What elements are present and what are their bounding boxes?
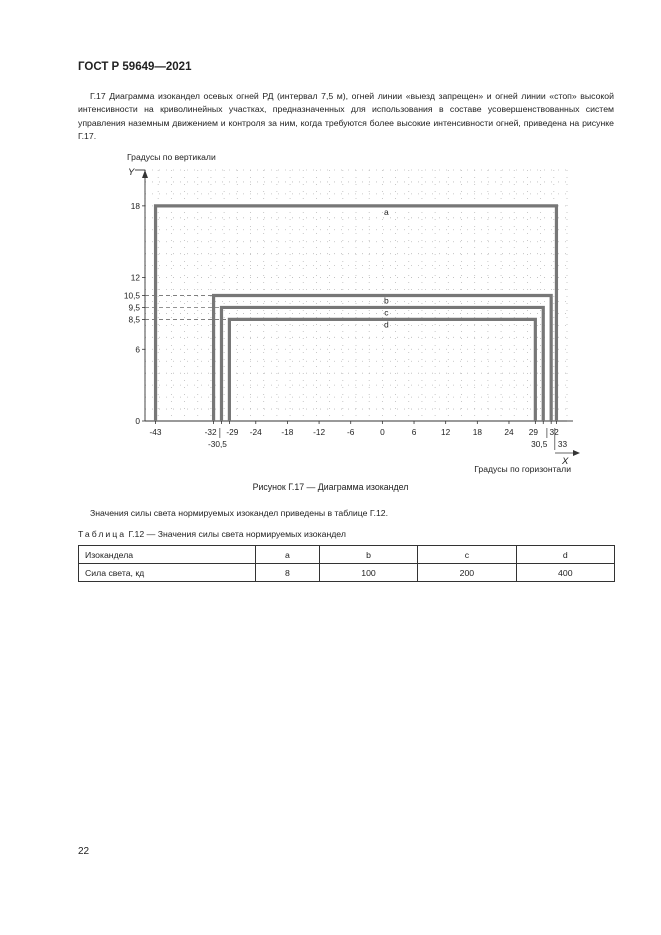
- y-tick-label: 9,5: [128, 302, 140, 313]
- table-caption-text: Г.12 — Значения силы света нормируемых изокандел: [126, 529, 346, 539]
- x-tick-label: -32: [204, 427, 217, 437]
- x-tick-label: -18: [281, 427, 294, 437]
- chart-labels: [124, 152, 571, 474]
- table-cell: 400: [516, 564, 614, 582]
- table-header-cell: a: [256, 546, 320, 564]
- x-axis-arrowhead: [573, 450, 580, 456]
- y-tick-label: 6: [135, 344, 140, 355]
- chart-axes: [135, 170, 580, 456]
- series-label-a: a: [384, 206, 389, 217]
- isocandela-d: [229, 319, 535, 421]
- x-tick-label: 0: [380, 427, 385, 437]
- table-row: [79, 564, 615, 582]
- section-paragraph: Г.17 Диаграмма изокандел осевых огней РД (интервал 7,5 м), огней линии «выезд запрещен» и огней линии «стоп» высокой интенсивности на криволинейных участках, предназначенных для использования в составе усовершенствованных систем управления наземным движением и контроля за ним, когда требуются более высокие интенсивности огней, приведена на рисунке Г.17.: [78, 91, 614, 141]
- y-tick-label: 18: [130, 200, 140, 211]
- isocandela-table: [78, 545, 615, 582]
- y-tick-label: 0: [135, 416, 140, 426]
- x-tick-label: -6: [347, 427, 355, 437]
- series-label-b: b: [384, 295, 389, 306]
- isocandela-b: [214, 296, 552, 422]
- x-axis-title: Градусы по горизонтали: [474, 464, 571, 474]
- y-axis-arrowhead: [142, 170, 148, 178]
- x-tick-label: -29: [226, 427, 239, 437]
- table-reference-note: Значения силы света нормируемых изокандел приведены в таблице Г.12.: [90, 508, 389, 518]
- series-label-c: c: [384, 307, 389, 318]
- table-cell: 200: [418, 564, 516, 582]
- page-number: 22: [78, 846, 90, 857]
- x-tick-label: 30,5: [531, 439, 548, 449]
- document-header: ГОСТ Р 59649—2021: [78, 61, 192, 73]
- table-header-cell: c: [418, 546, 516, 564]
- table-cell: Сила света, кд: [79, 564, 256, 582]
- table-caption-prefix: Таблица: [78, 529, 127, 539]
- y-axis-letter: Y: [128, 167, 135, 178]
- table-header-cell: b: [319, 546, 417, 564]
- table-header-cell: d: [516, 546, 614, 564]
- x-tick-label: 32: [549, 427, 559, 437]
- x-tick-label: -24: [249, 427, 262, 437]
- figure-caption: Рисунок Г.17 — Диаграмма изокандел: [252, 482, 409, 492]
- x-tick-label: 29: [528, 427, 538, 437]
- table-caption: [78, 529, 346, 539]
- y-tick-label: 8,5: [128, 314, 140, 325]
- y-axis-title: Градусы по вертикали: [127, 152, 216, 162]
- x-tick-label: 18: [472, 427, 482, 437]
- x-tick-label: 12: [441, 427, 451, 437]
- x-axis-letter: X: [562, 456, 569, 467]
- y-tick-label: 10,5: [123, 290, 140, 301]
- x-tick-label: -12: [313, 427, 326, 437]
- table-header-cell: Изокандела: [79, 546, 256, 564]
- y-tick-label: 12: [130, 272, 140, 283]
- x-tick-label: 33: [557, 439, 568, 449]
- series-label-d: d: [384, 319, 389, 330]
- x-tick-label: 6: [411, 427, 417, 437]
- x-tick-label: -30,5: [208, 439, 227, 449]
- table-header-row: [79, 546, 615, 564]
- x-tick-label: 24: [504, 427, 514, 437]
- x-tick-label: -43: [149, 427, 162, 437]
- table-cell: 100: [319, 564, 417, 582]
- table-cell: 8: [256, 564, 320, 582]
